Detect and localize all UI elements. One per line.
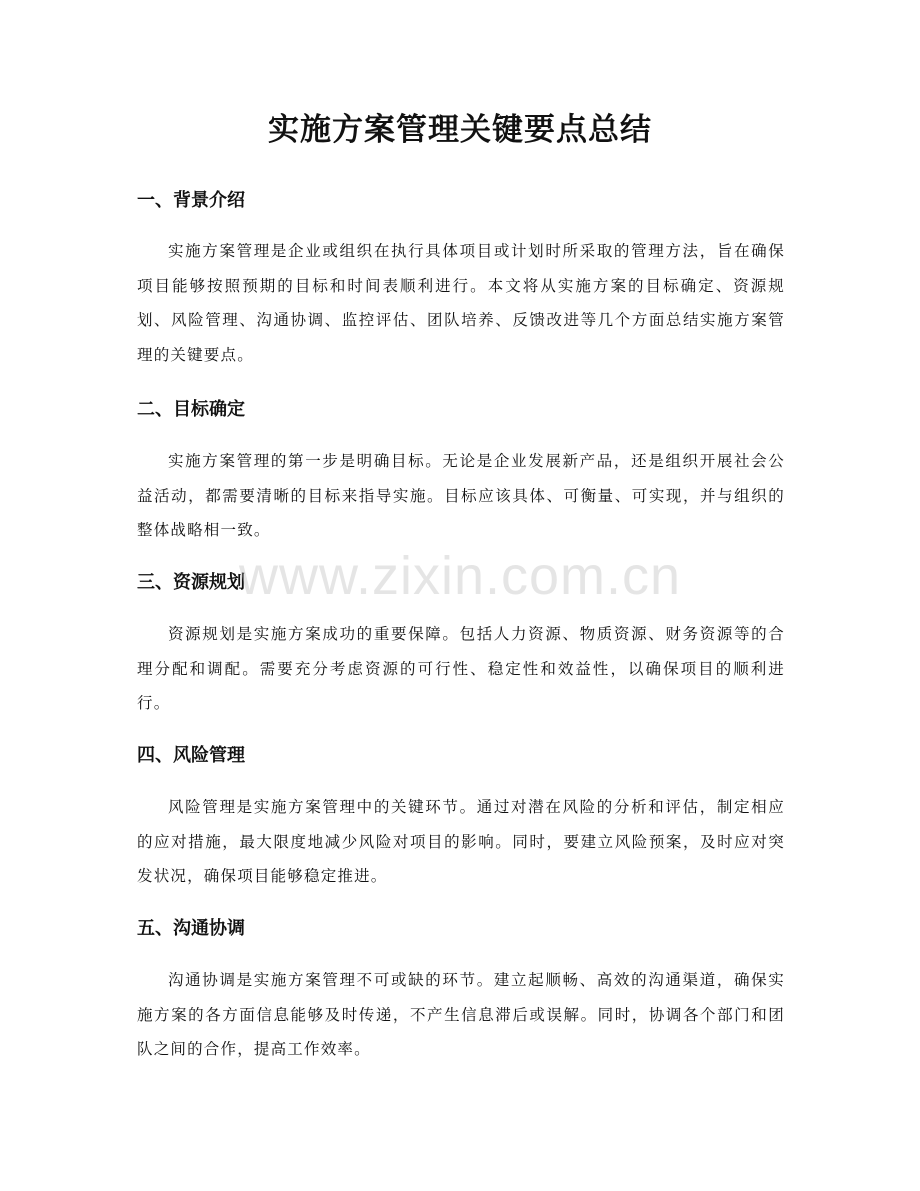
section-heading-resources: 三、资源规划 <box>137 572 245 593</box>
section-heading-risk: 四、风险管理 <box>137 745 245 766</box>
section-body-communication: 沟通协调是实施方案管理不可或缺的环节。建立起顺畅、高效的沟通渠道，确保实施方案的各方面信息能够及时传递，不产生信息滞后或误解。同时，协调各个部门和团队之间的合作，提高工作效率。 <box>137 971 785 1058</box>
watermark: www.zixin.com.cn <box>238 546 682 606</box>
section-body-goal: 实施方案管理的第一步是明确目标。无论是企业发展新产品，还是组织开展社会公益活动，都需要清晰的目标来指导实施。目标应该具体、可衡量、可实现，并与组织的整体战略相一致。 <box>137 452 785 539</box>
document-title: 实施方案管理关键要点总结 <box>268 112 652 148</box>
section-heading-communication: 五、沟通协调 <box>137 918 245 939</box>
section-body-resources: 资源规划是实施方案成功的重要保障。包括人力资源、物质资源、财务资源等的合理分配和调配。需要充分考虑资源的可行性、稳定性和效益性，以确保项目的顺利进行。 <box>137 625 785 712</box>
section-heading-goal: 二、目标确定 <box>137 399 245 420</box>
section-body-background: 实施方案管理是企业或组织在执行具体项目或计划时所采取的管理方法，旨在确保项目能够按照预期的目标和时间表顺利进行。本文将从实施方案的目标确定、资源规划、风险管理、沟通协调、监控评估、团队培养、反馈改进等几个方面总结实施方案管理的关键要点。 <box>137 242 785 364</box>
section-heading-background: 一、背景介绍 <box>137 190 245 211</box>
section-body-risk: 风险管理是实施方案管理中的关键环节。通过对潜在风险的分析和评估，制定相应的应对措施，最大限度地减少风险对项目的影响。同时，要建立风险预案，及时应对突发状况，确保项目能够稳定推进。 <box>137 798 785 885</box>
